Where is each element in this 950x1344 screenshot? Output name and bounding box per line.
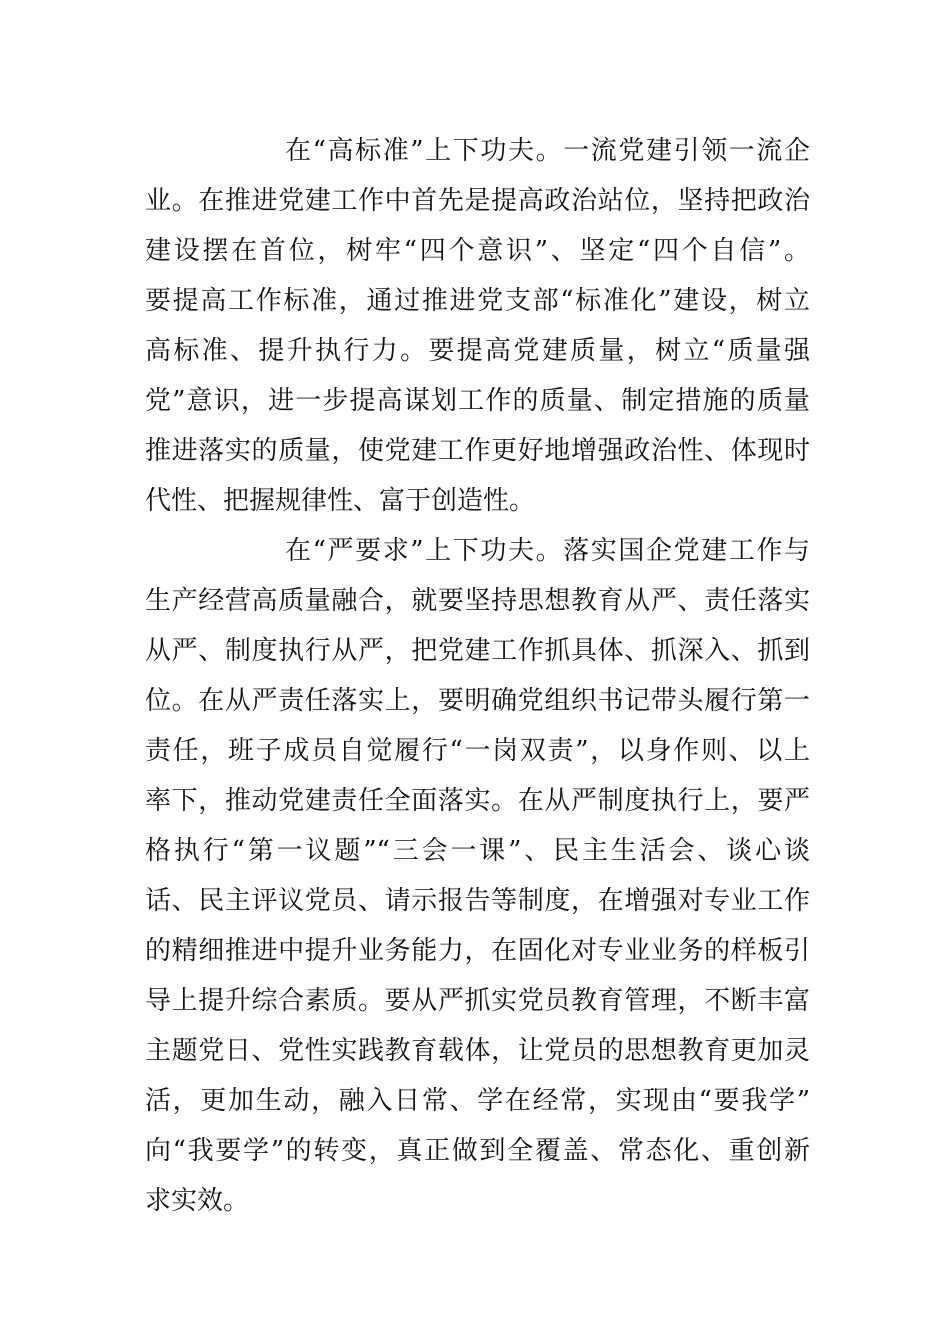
paragraph-line: 活，更加生动，融入日常、学在经常，实现由“要我学” <box>145 1086 810 1116</box>
paragraph-line: 主题党日、党性实践教育载体，让党员的思想教育更加灵 <box>145 1036 810 1066</box>
paragraph-line: 要提高工作标准，通过推进党支部“标准化”建设，树立 <box>145 286 810 316</box>
paragraph-line: 从严、制度执行从严，把党建工作抓具体、抓深入、抓到 <box>145 636 810 666</box>
paragraph-high-standard <box>145 126 810 526</box>
paragraph-line: 求实效。 <box>145 1186 250 1216</box>
paragraph-line: 在“严要求”上下功夫。落实国企党建工作与 <box>285 536 810 566</box>
paragraph-line: 代性、把握规律性、富于创造性。 <box>145 486 536 516</box>
paragraph-line: 的精细推进中提升业务能力，在固化对专业业务的样板引 <box>145 936 810 966</box>
paragraph-line: 向“我要学”的转变，真正做到全覆盖、常态化、重创新 <box>145 1136 810 1166</box>
paragraph-line: 格执行“第一议题”“三会一课”、民主生活会、谈心谈 <box>145 836 810 866</box>
paragraph-line: 党”意识，进一步提高谋划工作的质量、制定措施的质量 <box>145 386 810 416</box>
paragraph-line: 话、民主评议党员、请示报告等制度，在增强对专业工作 <box>145 886 810 916</box>
paragraph-line: 导上提升综合素质。要从严抓实党员教育管理，不断丰富 <box>145 986 810 1016</box>
document-body <box>145 126 810 1226</box>
paragraph-line: 业。在推进党建工作中首先是提高政治站位，坚持把政治 <box>145 186 810 216</box>
paragraph-line: 责任，班子成员自觉履行“一岗双责”，以身作则、以上 <box>145 736 810 766</box>
paragraph-line: 高标准、提升执行力。要提高党建质量，树立“质量强 <box>145 336 810 366</box>
paragraph-line: 位。在从严责任落实上，要明确党组织书记带头履行第一 <box>145 686 810 716</box>
paragraph-line: 建设摆在首位，树牢“四个意识”、坚定“四个自信”。 <box>145 236 810 266</box>
paragraph-line: 生产经营高质量融合，就要坚持思想教育从严、责任落实 <box>145 586 810 616</box>
paragraph-line: 推进落实的质量，使党建工作更好地增强政治性、体现时 <box>145 436 810 466</box>
paragraph-strict-requirements <box>145 526 810 1226</box>
paragraph-line: 率下，推动党建责任全面落实。在从严制度执行上，要严 <box>145 786 810 816</box>
paragraph-line: 在“高标准”上下功夫。一流党建引领一流企 <box>285 136 810 166</box>
